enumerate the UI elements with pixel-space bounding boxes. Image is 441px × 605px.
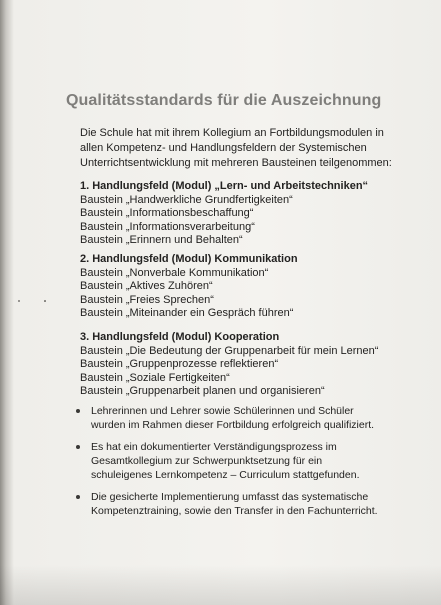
module-item: Baustein „Nonverbale Kommunikation“ [80,266,269,279]
document-title: Qualitätsstandards für die Auszeichnung [66,92,382,109]
intro-line: Unterrichtsentwicklung mit mehreren Bausteinen teilgenommen: [80,157,392,169]
module-item: Baustein „Informationsverarbeitung“ [80,220,255,233]
module-item: Baustein „Die Bedeutung der Gruppenarbeit für mein Lernen“ [80,344,379,357]
module-section-2 [80,253,410,321]
intro-line: allen Kompetenz- und Handlungsfeldern der Systemischen [80,142,367,154]
bullet-icon [76,495,80,499]
criteria-list [76,404,406,526]
intro-line: Die Schule hat mit ihrem Kollegium an Fortbildungsmodulen in [80,127,384,139]
module-item: Baustein „Informationsbeschaffung“ [80,207,254,219]
criteria-item [76,440,406,482]
criteria-line: Gesamtkollegium zur Schwerpunktsetzung für ein [91,455,323,467]
bullet-icon [76,445,80,449]
module-item: Baustein „Aktives Zuhören“ [80,280,213,292]
bullet-icon [76,409,80,413]
module-heading: 3. Handlungsfeld (Modul) Kooperation [80,331,280,343]
criteria-item [76,490,406,518]
module-heading: 2. Handlungsfeld (Modul) Kommunikation [80,253,298,265]
criteria-item [76,404,406,432]
module-item: Baustein „Gruppenprozesse reflektieren“ [80,358,279,370]
criteria-line: schuleigenes Lernkompetenz – Curriculum stattgefunden. [91,469,360,481]
criteria-line: Kompetenztraining, sowie den Transfer in den Fachunterricht. [91,505,378,517]
module-item: Baustein „Miteinander ein Gespräch führen“ [80,307,294,319]
module-item: Baustein „Gruppenarbeit planen und organisieren“ [80,385,325,397]
module-item: Baustein „Soziale Fertigkeiten“ [80,371,230,384]
module-section-1 [80,180,410,248]
module-heading: 1. Handlungsfeld (Modul) „Lern- und Arbeitstechniken“ [80,180,369,192]
module-item: Baustein „Freies Sprechen“ [80,293,214,306]
criteria-line: wurden im Rahmen dieser Fortbildung erfolgreich qualifiziert. [91,419,375,431]
criteria-line: Die gesicherte Implementierung umfasst das systematische [91,491,369,503]
intro-paragraph [80,126,410,171]
module-item: Baustein „Erinnern und Behalten“ [80,234,243,246]
criteria-line: Es hat ein dokumentierter Verständigungsprozess im [91,441,337,453]
module-item: Baustein „Handwerkliche Grundfertigkeiten“ [80,193,293,206]
criteria-line: Lehrerinnen und Lehrer sowie Schülerinnen und Schüler [91,405,354,417]
module-section-3 [80,331,410,399]
